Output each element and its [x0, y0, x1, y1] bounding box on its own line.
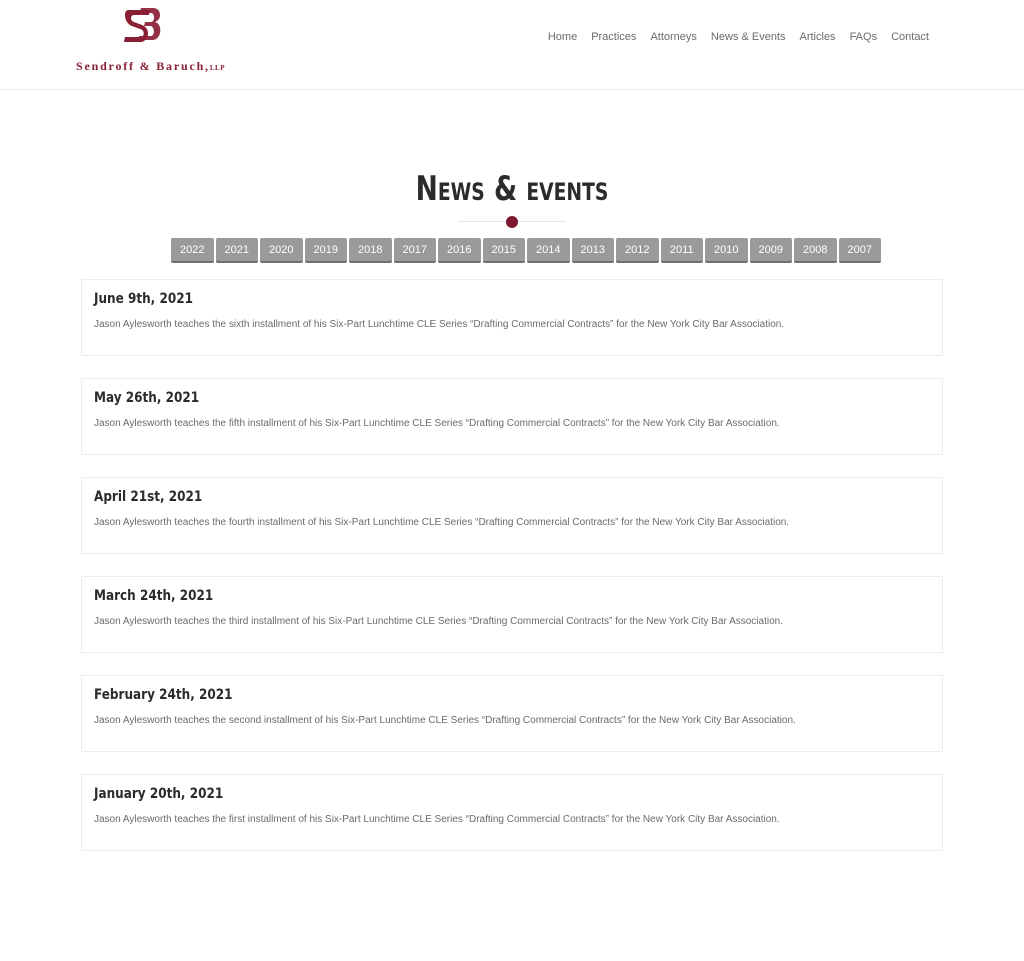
event-card — [81, 774, 943, 851]
sb-monogram-icon — [120, 6, 162, 54]
event-card — [81, 477, 943, 554]
nav-attorneys[interactable]: Attorneys — [650, 31, 697, 43]
event-description: Jason Aylesworth teaches the second installment of his Six-Part Lunchtime CLE Series “Drafting Commercial Contracts” for the New York City Bar Association. — [94, 715, 796, 726]
year-button[interactable]: 2014 — [527, 238, 570, 263]
title-divider-dot — [506, 216, 518, 228]
event-date: June 9th, 2021 — [94, 291, 193, 307]
event-description: Jason Aylesworth teaches the fifth installment of his Six-Part Lunchtime CLE Series “Drafting Commercial Contracts” for the New York City Bar Association. — [94, 418, 780, 429]
event-list — [81, 279, 943, 873]
year-button[interactable]: 2011 — [661, 238, 704, 263]
year-button[interactable]: 2015 — [483, 238, 526, 263]
nav-news-events[interactable]: News & Events — [710, 31, 786, 43]
year-button[interactable]: 2017 — [394, 238, 437, 263]
year-button[interactable]: 2013 — [572, 238, 615, 263]
year-button[interactable]: 2007 — [839, 238, 882, 263]
nav-articles[interactable]: Articles — [799, 31, 836, 43]
year-filter — [171, 238, 883, 263]
event-date: January 20th, 2021 — [94, 786, 224, 802]
site-header — [0, 0, 1024, 90]
nav-faqs[interactable]: FAQs — [849, 31, 878, 43]
event-date: April 21st, 2021 — [94, 489, 203, 505]
nav-practices[interactable]: Practices — [591, 31, 637, 43]
event-description: Jason Aylesworth teaches the sixth installment of his Six-Part Lunchtime CLE Series “Drafting Commercial Contracts” for the New York City Bar Association. — [94, 319, 785, 330]
event-card — [81, 378, 943, 455]
year-button[interactable]: 2019 — [305, 238, 348, 263]
year-button[interactable]: 2016 — [438, 238, 481, 263]
main-nav — [541, 30, 936, 44]
event-description: Jason Aylesworth teaches the fourth installment of his Six-Part Lunchtime CLE Series “Drafting Commercial Contracts” for the New York City Bar Association. — [94, 517, 790, 528]
year-button[interactable]: 2018 — [349, 238, 392, 263]
event-card — [81, 279, 943, 356]
year-button[interactable]: 2021 — [216, 238, 259, 263]
event-date: March 24th, 2021 — [94, 588, 214, 604]
year-button[interactable]: 2008 — [794, 238, 837, 263]
event-date: May 26th, 2021 — [94, 390, 200, 406]
event-date: February 24th, 2021 — [94, 687, 233, 703]
year-button[interactable]: 2009 — [750, 238, 793, 263]
year-button[interactable]: 2012 — [616, 238, 659, 263]
event-card — [81, 675, 943, 752]
year-button[interactable]: 2010 — [705, 238, 748, 263]
event-description: Jason Aylesworth teaches the first installment of his Six-Part Lunchtime CLE Series “Drafting Commercial Contracts” for the New York City Bar Association. — [94, 814, 780, 825]
page-title: News & events — [415, 169, 609, 209]
year-button[interactable]: 2022 — [171, 238, 214, 263]
nav-home[interactable]: Home — [547, 31, 578, 43]
site-logo[interactable] — [76, 6, 225, 76]
event-card — [81, 576, 943, 653]
firm-name: Sendroff & Baruch,LLP — [76, 59, 225, 73]
page-title-wrap — [0, 165, 1024, 213]
nav-contact[interactable]: Contact — [891, 31, 929, 43]
event-description: Jason Aylesworth teaches the third installment of his Six-Part Lunchtime CLE Series “Drafting Commercial Contracts” for the New York City Bar Association. — [94, 616, 783, 627]
year-button[interactable]: 2020 — [260, 238, 303, 263]
